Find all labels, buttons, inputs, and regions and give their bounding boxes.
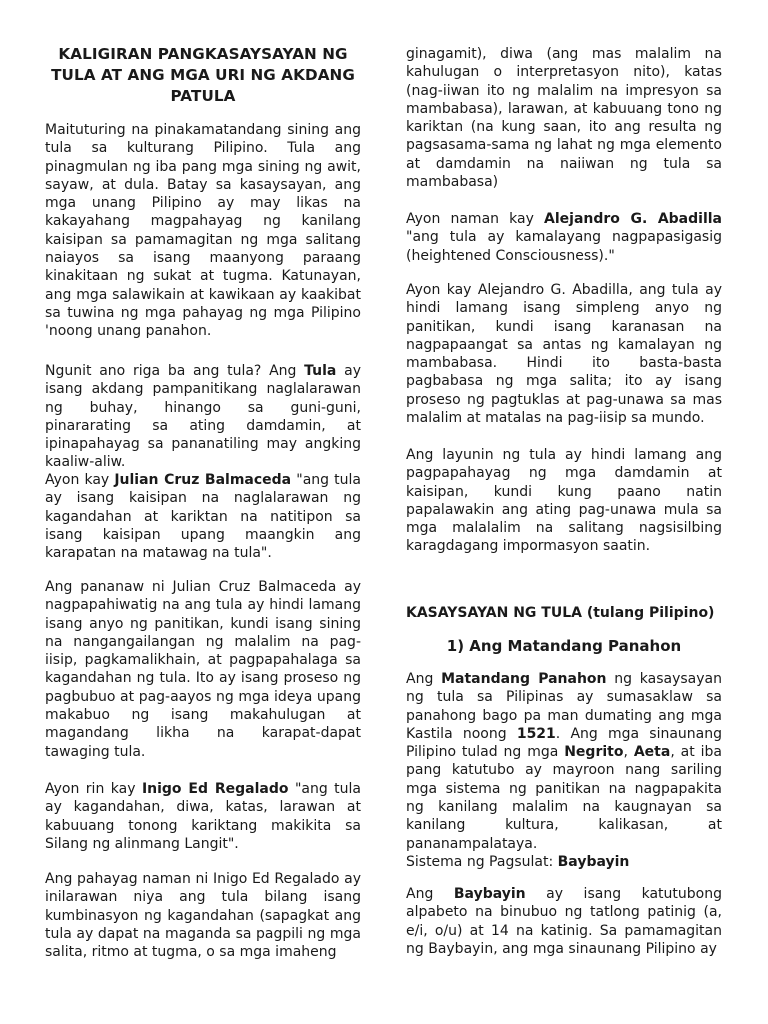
matandang-panahon-paragraph: Ang Matandang Panahon ng kasaysayan ng tula sa Pilipinas ay sumasaklaw sa panahong bago pa man dumating ang mga Kastila noong 1521. Ang mga sinaunang Pilipino tulad ng mga Negrito, Aeta, at iba pang katutubo ay mayroon nang sariling mga sistema ng panitikan na nagpapakita ng kanilang malalim na kaugnayan sa kanilang kultura, kalikasan, at pananampalataya.: [406, 671, 722, 852]
section-heading: KASAYSAYAN NG TULA (tulang Pilipino): [406, 605, 715, 621]
author-regalado: Inigo Ed Regalado: [141, 781, 289, 797]
regalado-analysis-paragraph: Ang pahayag naman ni Inigo Ed Regalado ay inilarawan niya ang tula bilang isang kumbinasyon ng kagandahan (sapagkat ang tula ay dapat na maganda sa pagpili ng mga salita, ritmo at tugma, o sa mga imaheng: [45, 871, 361, 961]
regalado-quote-paragraph: Ayon rin kay Inigo Ed Regalado "ang tula ay kagandahan, diwa, katas, larawan at kabuuang tonong kariktang makikita sa Silang ng alinmang Langit".: [45, 781, 362, 852]
regalado-analysis-continued: ginagamit), diwa (ang mas malalim na kahulugan o interpretasyon nito), katas (nag-iiwan ito ng malalim na impresyon sa mambabasa), larawan, at kabuuang tono ng kariktan (na kung saan, ito ang resulta ng pagsasama-sama ng lahat ng mga elemento at damdamin na naiiwan ng tula sa mambabasa): [406, 46, 722, 191]
writing-system-line: Sistema ng Pagsulat: Baybayin: [406, 854, 630, 870]
purpose-paragraph: Ang layunin ng tula ay hindi lamang ang pagpapahayag ng mga damdamin at kaisipan, kundi kung paano natin papalawakin ang ating pag-unawa mula sa mga malalalim na salitang nagsisilbing karagdagang impormasyon saatin.: [406, 447, 722, 555]
term-negrito: Negrito: [564, 744, 624, 761]
intro-paragraph: Maituturing na pinakamatandang sining ang tula sa kulturang Pilipino. Tula ang pinagmulan ng iba pang mga sining ng awit, sayaw, at dula. Batay sa kasaysayan, ang mga unang Pilipino ay may likas na kakayahang magpahayag ng kanilang kaisipan sa pamamagitan ng mga salitang naiayos sa isang maanyong paraang kinakitaan ng sukat at tugma. Katunayan, ang mga salawikain at kawikaan ay kaakibat sa tuwina ng mga pahayag ng mga Pilipino 'noong unang panahon.: [45, 122, 361, 340]
author-abadilla: Alejandro G. Abadilla: [544, 211, 722, 227]
author-balmaceda: Julian Cruz Balmaceda: [114, 472, 292, 488]
baybayin-paragraph: Ang Baybayin ay isang katutubong alpabeto na binubuo ng tatlong patinig (a, e/i, o/u) at 14 na katinig. Sa pamamagitan ng Baybayin, ang mga sinaunang Pilipino ay: [406, 886, 722, 957]
term-baybayin: Baybayin: [557, 854, 630, 870]
subsection-heading: 1) Ang Matandang Panahon: [446, 637, 682, 655]
year-1521: 1521: [516, 725, 556, 742]
abadilla-quote-paragraph: Ayon naman kay Alejandro G. Abadilla "ang tula ay kamalayang nagpapasigasig (heightened Consciousness).": [406, 211, 722, 264]
balmaceda-quote-paragraph: Ayon kay Julian Cruz Balmaceda "ang tula ay isang kaisipan na naglalarawan ng kagandahan at kariktan na natitipon sa isang kaisipan upang maangkin ang karapatan na matawag na tula".: [45, 472, 361, 562]
term-matandang-panahon: Matandang Panahon: [441, 671, 607, 687]
term-baybayin-2: Baybayin: [453, 886, 526, 902]
abadilla-analysis-paragraph: Ayon kay Alejandro G. Abadilla, ang tula ay hindi lamang isang simpleng anyo ng panitikan, kundi isang karanasan na nagpapaangat sa antas ng kamalayan ng mambabasa. Hindi ito basta-basta pagbabasa ng mga salita; ito ay isang proseso ng pagtuklas at pag-unawa sa mas malalim at matalas na pag-iisip sa mundo.: [406, 282, 722, 427]
tula-definition-paragraph: Ngunit ano riga ba ang tula? Ang Tula ay isang akdang pampanitikang naglalarawan ng buhay, hinango sa guni-guni, pinararating sa ating damdamin, at ipinapahayag sa pananatiling may angking kaaliw-aliw.: [45, 363, 361, 471]
balmaceda-analysis-paragraph: Ang pananaw ni Julian Cruz Balmaceda ay nagpapahiwatig na ang tula ay hindi lamang isang anyo ng panitikan, kundi isang sining na nangangailangan ng malalim na pag-iisip, pagkamalikhain, at pagpapahalaga sa kagandahan ng tula. Ito ay isang proseso ng pagbubuo at pag-aayos ng mga ideya upang makabuo ng isang makahulugan at magandang likha na karapat-dapat tawaging tula.: [45, 579, 361, 760]
document-title: KALIGIRAN PANGKASAYSAYAN NG TULA AT ANG MGA URI NG AKDANG PATULA: [51, 45, 355, 105]
term-tula: Tula: [304, 363, 337, 379]
term-aeta: Aeta: [633, 744, 671, 761]
